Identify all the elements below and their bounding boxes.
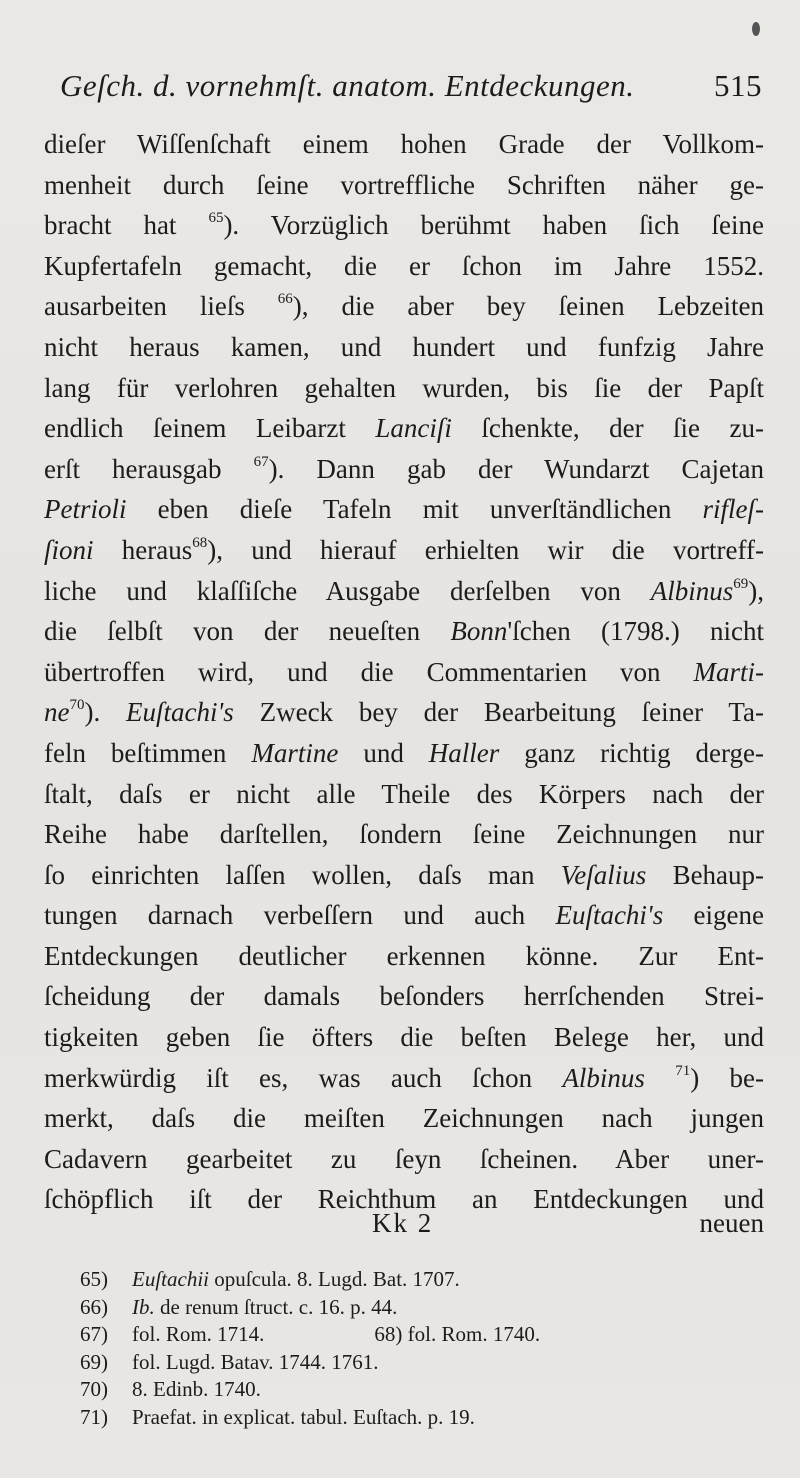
text-line: die ſelbſt von der neueſten Bonn'ſchen (1798.) nicht bbox=[44, 616, 764, 647]
body-text bbox=[44, 124, 764, 1220]
footnote: 67) fol. Rom. 1714. 68) fol. Rom. 1740. bbox=[80, 1322, 541, 1346]
footnote-ref: 67 bbox=[253, 453, 269, 470]
footnote: 66) Ib. de renum ſtruct. c. 16. p. 44. bbox=[80, 1294, 398, 1319]
signature-line bbox=[0, 1208, 764, 1244]
text-line: übertroffen wird, und die Commentarien von Marti- bbox=[44, 656, 764, 687]
text-line: tungen darnach verbeſſern und auch Euſtachi's eigene bbox=[44, 900, 764, 931]
text-line: ausarbeiten lieſs $^{66}$), die aber bey ſeinen Lebzeiten bbox=[44, 291, 764, 322]
footnote: 69) fol. Lugd. Batav. 1744. 1761. bbox=[80, 1349, 379, 1374]
text-line: nicht heraus kamen, und hundert und funfzig Jahre bbox=[44, 331, 764, 362]
text-line: lang für verlohren gehalten wurden, bis ſie der Papſt bbox=[44, 372, 764, 403]
text-line: Cadavern gearbeitet zu ſeyn ſcheinen. Aber uner- bbox=[44, 1143, 764, 1174]
text-line: bracht hat $^{65}$). Vorzüglich berühmt haben ſich ſeine bbox=[44, 210, 764, 241]
text-line: Reihe habe darſtellen, ſondern ſeine Zeichnungen nur bbox=[44, 819, 764, 850]
footnote-ref: 68 bbox=[192, 534, 208, 551]
text-line: ſioni heraus$^{68}$), und hierauf erhielten wir die vortreff- bbox=[44, 534, 764, 565]
footnote-ref: 70 bbox=[69, 697, 85, 714]
catchword: neuen bbox=[699, 1208, 764, 1238]
text-line: erſt herausgab $^{67}$). Dann gab der Wundarzt Cajetan bbox=[44, 453, 764, 484]
footnote: 65) Euſtachii opuſcula. 8. Lugd. Bat. 1707. bbox=[80, 1267, 460, 1291]
footnote-ref: 69 bbox=[733, 575, 749, 592]
text-line: Kupfertafeln gemacht, die er ſchon im Jahre 1552. bbox=[44, 250, 764, 281]
text-line: tigkeiten geben ſie öfters die beſten Belege her, und bbox=[44, 1022, 764, 1053]
text-line: ſchöpflich iſt der Reichthum an Entdeckungen und bbox=[44, 1184, 764, 1215]
footnotes bbox=[80, 1266, 760, 1431]
footnote-ref: 71 bbox=[675, 1062, 691, 1079]
text-line: ſtalt, daſs er nicht alle Theile des Körpers nach der bbox=[44, 778, 764, 809]
text-line: merkwürdig iſt es, was auch ſchon Albinus $^{71}$) be- bbox=[44, 1062, 764, 1093]
text-line: feln beſtimmen Martine und Haller ganz richtig derge- bbox=[44, 737, 764, 768]
text-line: ſo einrichten laſſen wollen, daſs man Veſalius Behaup- bbox=[44, 859, 764, 890]
footnote: 71) Praefat. in explicat. tabul. Euſtach. p. 19. bbox=[80, 1404, 475, 1429]
text-line: merkt, daſs die meiſten Zeichnungen nach jungen bbox=[44, 1103, 764, 1134]
footnote-ref: 66 bbox=[277, 291, 293, 308]
text-line: endlich ſeinem Leibarzt Lanciſi ſchenkte, der ſie zu- bbox=[44, 413, 764, 444]
text-line: $ne^{70}$). Euſtachi's Zweck bey der Bearbeitung ſeiner Ta- bbox=[44, 697, 764, 728]
signature-mark: Kk 2 bbox=[372, 1208, 434, 1238]
page-number: 515 bbox=[714, 68, 762, 103]
text-line: ſcheidung der damals beſonders herrſchenden Strei- bbox=[44, 981, 764, 1012]
text-line: menheit durch ſeine vortreffliche Schriften näher ge- bbox=[44, 169, 764, 200]
text-line: Petrioli eben dieſe Tafeln mit unverſtändlichen rifleſ- bbox=[44, 494, 764, 525]
ink-spot bbox=[752, 22, 760, 36]
footnote-ref: 65 bbox=[208, 210, 224, 227]
text-line: Entdeckungen deutlicher erkennen könne. Zur Ent- bbox=[44, 940, 764, 971]
running-title: Geſch. d. vornehmſt. anatom. Entdeckungen. bbox=[60, 68, 635, 103]
footnote: 70) 8. Edinb. 1740. bbox=[80, 1377, 261, 1401]
text-line: dieſer Wiſſenſchaft einem hohen Grade der Vollkom- bbox=[44, 129, 764, 159]
text-line: liche und klaſſiſche Ausgabe derſelben von Albinus$^{69}$), bbox=[44, 575, 764, 606]
running-header bbox=[60, 68, 762, 108]
